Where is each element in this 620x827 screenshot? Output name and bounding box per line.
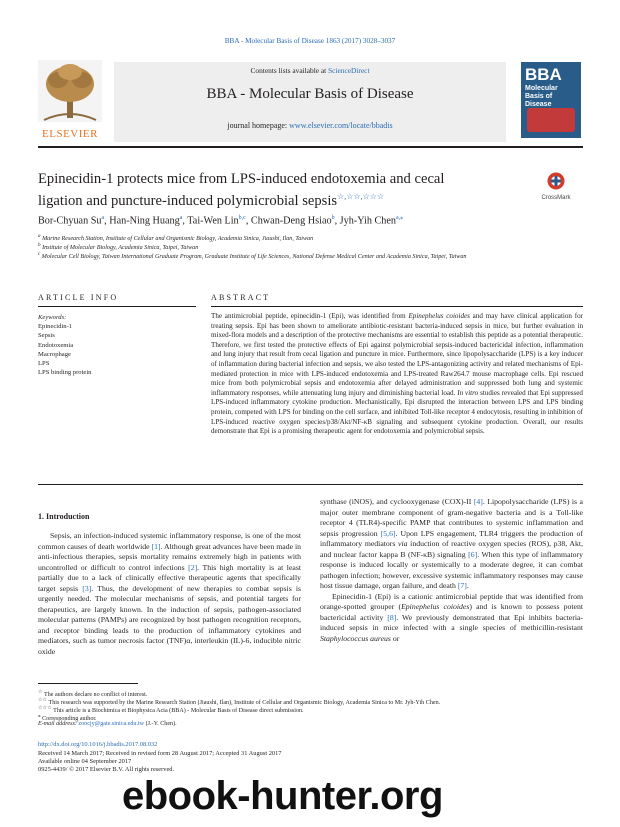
footnote-rule (38, 683, 138, 684)
elsevier-logo (38, 60, 102, 140)
abstract-rule (211, 306, 583, 307)
abstract-text: The antimicrobial peptide, epinecidin-1 (Epi), was identified from Epinephelus coioides and may have clinical application for treating sepsis. Epi has been shown to ameliorate antibiotic-resistant bacteria-induced sepsis in mice, but further evaluation in mixed-flora models and a description of the protective mechanisms are essential to establish this peptide as a potential therapeutic. Therefore, we first tested the protective effects of Epi against polymicrobial sepsis-induced bactericidal infection, inflammation and lung injury that result from cecal ligation and puncture in mice. Furthermore, since lipopolysaccharide (LPS) is a key inducer of inflammation during bacterial infection and sepsis, we also tested the LPS-antagonizing activity and related mechanisms of Epi-mediated protection in mice with LPS-induced endotoxemia and LPS-treated Raw264.7 mouse macrophage cells. Epi rescued mice from both polymicrobial sepsis and endotoxemia after delayed administration and suppressed both lung and systemic inflammatory responses, while attenuating lung injury and diminishing bacterial load. In vitro studies revealed that Epi suppressed LPS-induced inflammatory cytokine production. Mechanistically, Epi disrupted the interaction between LPS and LPS binding protein, competed with LPS for binding on the cell surface, and inhibited Toll-like receptor 4 endocytosis, resulting in inhibition of LPS-induced reactive oxygen species/p38/Akt/NF-κB signaling and subsequent cytokine production. Overall, our results demonstrate that Epi is a promising therapeutic agent for endotoxemia and polymicrobial sepsis. (211, 312, 584, 436)
copyright-line: 0925-4439/ © 2017 Elsevier B.V. All rights reserved. (38, 766, 175, 773)
citation-link[interactable]: [6] (468, 549, 478, 559)
keyword: Epinecidin-1 (38, 323, 73, 331)
citation-link[interactable]: [2] (188, 562, 198, 572)
watermark-text: ebook-hunter.org (122, 774, 443, 818)
article-info-rule (38, 306, 196, 307)
footnote: ☆ The authors declare no conflict of interest. (38, 689, 148, 699)
intro-right-column: synthase (iNOS), and cyclooxygenase (COX)-II [4]. Lipopolysaccharide (LPS) is a major outer membrane component of gram-negative bacteria and is a Toll-like receptor 4 (TLR4)-specific PAMP that contributes to systemic inflammation and sepsis progression [5,6]. Upon LPS engagement, TLR4 triggers the production of inflammatory mediators via induction of reactive oxygen species (ROS), p38, Akt, and nuclear factor kappa B (NF-κB) signaling [6]. When this type of inflammatory response is induced locally or systemically to a moderate degree, it can combat pathogen infection; however, excessive systemic inflammatory responses may cause host tissue damage, organ failure, and death [7]. Epinecidin-1 (Epi) is a cationic antimicrobial peptide that was identified from orange-spotted grouper (Epinephelus coioides) and is known to possess potent bactericidal activity [8]. We previously demonstrated that Epi inhibits bacteria-induced sepsis in mice infected with a single species of methicillin-resistant Staphylococcus aureus or (320, 497, 584, 643)
citation-link[interactable]: [5,6] (380, 528, 396, 538)
journal-title: BBA - Molecular Basis of Disease (206, 86, 414, 102)
email-link[interactable]: zoocjy@gate.sinica.edu.tw (78, 721, 145, 727)
citation-link[interactable]: [7] (457, 581, 467, 590)
affiliation: $^b$ Institute of Molecular Biology, Academia Sinica, Taipei, Taiwan (38, 242, 199, 252)
sciencedirect-link[interactable]: ScienceDirect (328, 66, 370, 75)
email-footnote: E-mail address: zoocjy@gate.sinica.edu.tw (J.-Y. Chen). (38, 721, 177, 727)
contents-line: Contents lists available at ScienceDirect (250, 66, 370, 75)
citation-link[interactable]: [1] (151, 541, 161, 551)
abstract-bottom-rule (38, 484, 583, 485)
author-name: Han-Ning Huang (109, 215, 180, 227)
introduction-heading: 1. Introduction (38, 512, 90, 521)
citation-link[interactable]: [8] (387, 612, 397, 622)
author-name: Jyh-Yih Chen (339, 215, 396, 227)
journal-cover (521, 62, 581, 138)
footnote: ☆☆☆ This article is a Biochimica et Biophysica Acta (BBA) - Molecular Basis of Disease direct submission. (38, 705, 304, 715)
author-name: Tai-Wen Lin (187, 215, 239, 227)
intro-left-column: Sepsis, an infection-induced systemic inflammatory response, is one of the most common causes of death worldwide [1]. Although great advances have been made in anti-infectious therapies, sepsis mortality remains extremely high in patients with uncontrolled or difficult to control infections [2]. This high mortality is at least partially due to a lack of clinically effective therapeutic agents that specifically target sepsis [3]. Thus, the development of new therapies to combat sepsis is urgently needed. The molecular mechanisms of sepsis, and potential targets for therapeutics, are largely known. In the induction of sepsis, pathogen-associated molecular patterns (PAMPs) are recognized by host pathogen recognition receptors, and receptor binding leads to the production of inflammatory cytokines and mediators, such as tumor necrosis factor (TNF)α, interleukin (IL)-6, inducible nitric oxide (38, 531, 301, 656)
article-title: Epinecidin-1 protects mice from LPS-induced endotoxemia and cecal ligation and puncture-induced polymicrobial sepsis☆,☆☆,☆☆☆ (38, 171, 445, 209)
cover-image (527, 108, 575, 132)
keyword: Macrophage (38, 350, 71, 358)
author-name: Chwan-Deng Hsiao (250, 215, 332, 227)
author-name: Bor-Chyuan Su (38, 215, 102, 227)
keyword: LPS (38, 360, 50, 368)
footnote: ⁎ Corresponding author. (38, 713, 97, 723)
author-list: Bor-Chyuan Su$^a$, Han-Ning Huang$^a$, Tai-Wen Lin$^{b,c}$, Chwan-Deng Hsiao$^b$, Jyh-Yih Chen$^{a,⁎}$ (38, 215, 404, 227)
abstract-heading: ABSTRACT (211, 293, 271, 302)
elsevier-tree-icon (38, 60, 102, 122)
keyword: Sepsis (38, 332, 55, 340)
title-footnote-marks[interactable]: ☆,☆☆,☆☆☆ (337, 192, 385, 201)
footnote: ☆☆ This research was supported by the Marine Research Station (Jiaushi, Ilan), Institute of Cellular and Organismic Biology, Academia Sinica to Mr. Jyh-Yih Chen. (38, 697, 441, 707)
cover-subtitle: Molecular Basis of Disease (525, 85, 558, 108)
homepage-link[interactable]: www.elsevier.com/locate/bbadis (289, 121, 393, 130)
header-rule (38, 146, 583, 148)
doi-link[interactable]: http://dx.doi.org/10.1016/j.bbadis.2017.08.032 (38, 741, 158, 748)
received-dates: Received 14 March 2017; Received in revised form 28 August 2017; Accepted 31 August 2017 (38, 750, 282, 757)
running-head[interactable]: BBA - Molecular Basis of Disease 1863 (2017) 3028–3037 (224, 37, 396, 45)
journal-homepage: journal homepage: www.elsevier.com/locate/bbadis (227, 121, 393, 130)
keyword: Endotoxemia (38, 341, 74, 349)
affiliation: $^c$ Molecular Cell Biology, Taiwan International Graduate Program, Graduate Institute of Life Sciences, National Defense Medical Center and Academia Sinica, Taipei, Taiwan (38, 251, 467, 261)
affiliation: $^a$ Marine Research Station, Institute of Cellular and Organismic Biology, Academia Sinica, Jiaushi, Ilan, Taiwan (38, 233, 314, 243)
cover-title: BBA (525, 65, 562, 84)
crossmark-badge[interactable]: CrossMark (530, 172, 582, 202)
crossmark-icon (547, 172, 565, 190)
elsevier-wordmark: ELSEVIER (42, 128, 98, 140)
citation-link[interactable]: [3] (82, 583, 92, 593)
keyword: LPS binding protein (38, 369, 92, 377)
article-info-heading: ARTICLE INFO (38, 293, 119, 302)
citation-link[interactable]: [4] (473, 497, 483, 506)
available-online: Available online 04 September 2017 (38, 758, 132, 765)
keywords-block: Keywords: Epinecidin-1 Sepsis Endotoxemia Macrophage LPS LPS binding protein (38, 314, 92, 377)
